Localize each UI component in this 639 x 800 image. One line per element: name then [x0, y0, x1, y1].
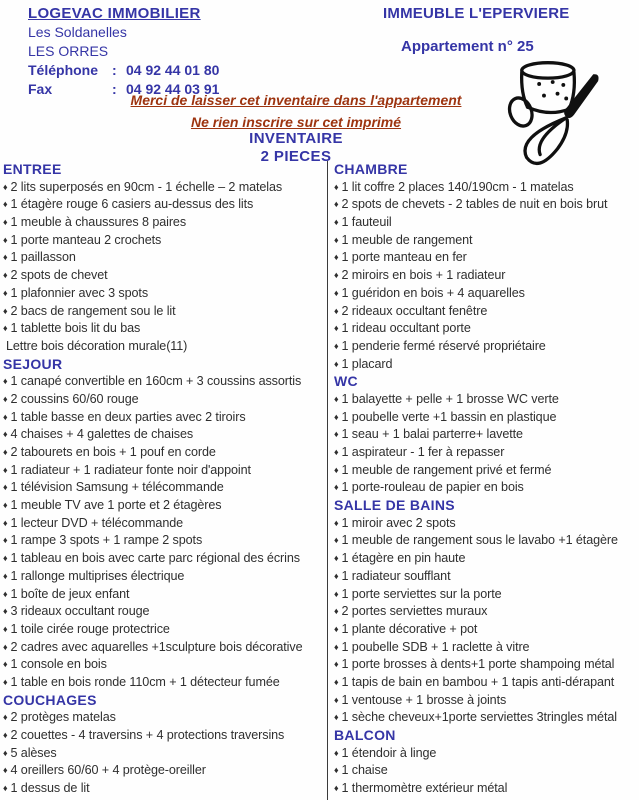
diamond-bullet-icon: ♦	[3, 676, 8, 687]
inventory-item	[334, 320, 639, 338]
inventory-item	[3, 639, 327, 657]
inventory-item	[3, 232, 327, 250]
inventory-item	[334, 214, 639, 232]
diamond-bullet-icon: ♦	[334, 358, 339, 369]
diamond-bullet-icon: ♦	[3, 553, 8, 564]
item-text: 1 radiateur soufflant	[341, 568, 451, 583]
item-text: 1 penderie fermé réservé propriétaire	[341, 338, 546, 353]
item-text: 1 ventouse + 1 brosse à joints	[341, 692, 507, 707]
column-right	[328, 161, 639, 800]
inventory-item	[3, 762, 327, 780]
item-text: 1 table basse en deux parties avec 2 tiroirs	[10, 409, 246, 424]
item-text: 1 lit coffre 2 places 140/190cm - 1 matelas	[341, 179, 574, 194]
phone-line	[28, 61, 219, 80]
diamond-bullet-icon: ♦	[334, 783, 339, 794]
diamond-bullet-icon: ♦	[334, 464, 339, 475]
diamond-bullet-icon: ♦	[3, 482, 8, 493]
column-left	[0, 161, 328, 800]
item-text: 1 tapis de bain en bambou + 1 tapis anti-dérapant	[341, 674, 615, 689]
item-text: 2 couettes - 4 traversins + 4 protections traversins	[10, 728, 285, 742]
inventory-item	[3, 709, 327, 727]
item-text: 2 rideaux occultant fenêtre	[341, 303, 488, 318]
diamond-bullet-icon: ♦	[334, 535, 339, 546]
diamond-bullet-icon: ♦	[334, 623, 339, 634]
diamond-bullet-icon: ♦	[334, 305, 339, 316]
inventory-item	[334, 196, 639, 214]
item-text: 1 porte serviettes sur la porte	[341, 586, 502, 601]
diamond-bullet-icon: ♦	[334, 217, 339, 228]
diamond-bullet-icon: ♦	[3, 305, 8, 316]
diamond-bullet-icon: ♦	[334, 482, 339, 493]
diamond-bullet-icon: ♦	[3, 217, 8, 228]
item-text: 2 miroirs en bois + 1 radiateur	[341, 268, 506, 283]
section-header: ENTREE	[3, 161, 62, 177]
diamond-bullet-icon: ♦	[3, 181, 8, 192]
diamond-bullet-icon: ♦	[3, 730, 8, 740]
item-text: 2 coussins 60/60 rouge	[10, 391, 139, 406]
building-header	[383, 4, 569, 55]
inventory-item	[334, 426, 639, 444]
inventory-item	[3, 285, 327, 303]
item-text: 1 meuble de rangement sous le lavabo +1 étagère	[341, 533, 618, 548]
notice-line-2: Ne rien inscrire sur cet imprimé	[190, 114, 402, 130]
diamond-bullet-icon: ♦	[3, 765, 8, 776]
item-text: 1 porte manteau en fer	[341, 250, 467, 265]
diamond-bullet-icon: ♦	[3, 376, 8, 387]
diamond-bullet-icon: ♦	[3, 606, 8, 617]
diamond-bullet-icon: ♦	[334, 429, 339, 440]
diamond-bullet-icon: ♦	[3, 712, 8, 723]
item-text: 1 fauteuil	[341, 215, 392, 230]
item-text: 1 sèche cheveux+1porte serviettes 3tringles métal	[341, 710, 617, 725]
inventory-item	[3, 603, 327, 621]
diamond-bullet-icon: ♦	[3, 623, 8, 634]
building-name: IMMEUBLE L'EPERVIERE	[383, 5, 570, 22]
inventory-item	[334, 391, 639, 409]
inventory-item	[3, 674, 327, 692]
inventory-item	[334, 249, 639, 267]
item-text: 5 alèses	[10, 745, 57, 760]
item-text: 1 rideau occultant porte	[341, 321, 471, 336]
diamond-bullet-icon: ♦	[334, 181, 339, 192]
phone-number: 04 92 44 01 80	[126, 62, 220, 78]
diamond-bullet-icon: ♦	[334, 765, 339, 776]
diamond-bullet-icon: ♦	[334, 712, 339, 723]
diamond-bullet-icon: ♦	[334, 517, 339, 528]
item-text: 1 lecteur DVD + télécommande	[10, 515, 184, 530]
diamond-bullet-icon: ♦	[334, 641, 339, 652]
item-text: 1 tablette bois lit du bas	[10, 321, 141, 336]
agency-address-line2: LES ORRES	[28, 43, 109, 59]
document-subtitle: 2 PIECES	[260, 148, 332, 165]
diamond-bullet-icon: ♦	[334, 447, 339, 457]
diamond-bullet-icon: ♦	[3, 659, 8, 670]
inventory-item	[334, 285, 639, 303]
diamond-bullet-icon: ♦	[3, 464, 8, 475]
item-text: 1 meuble de rangement	[341, 232, 473, 247]
inventory-item	[3, 745, 327, 763]
item-text: 1 seau + 1 balai parterre+ lavette	[341, 427, 523, 442]
inventory-item	[334, 745, 639, 763]
inventory-item	[334, 515, 639, 533]
inventory-item	[334, 356, 639, 374]
diamond-bullet-icon: ♦	[3, 393, 8, 404]
inventory-item	[3, 621, 327, 639]
item-text: 1 toile cirée rouge protectrice	[10, 621, 170, 636]
inventory-item	[334, 267, 639, 285]
item-text: 1 canapé convertible en 160cm + 3 coussins assortis	[10, 374, 302, 389]
item-text: 3 rideaux occultant rouge	[10, 604, 150, 619]
item-text: 1 poubelle SDB + 1 raclette à vitre	[341, 639, 530, 654]
section-header: SEJOUR	[3, 355, 63, 372]
section-header: BALCON	[334, 727, 396, 743]
inventory-item	[334, 550, 639, 568]
diamond-bullet-icon: ♦	[334, 606, 339, 617]
item-text: 1 plante décorative + pot	[341, 621, 478, 636]
diamond-bullet-icon: ♦	[334, 199, 339, 210]
inventory-item	[3, 179, 327, 197]
inventory-item	[3, 550, 327, 568]
inventory-item	[334, 409, 639, 427]
diamond-bullet-icon: ♦	[334, 553, 339, 564]
diamond-bullet-icon: ♦	[334, 234, 339, 245]
diamond-bullet-icon: ♦	[3, 411, 8, 422]
inventory-item	[334, 780, 639, 798]
inventory-item	[334, 674, 639, 692]
fax-label: Fax	[28, 81, 53, 97]
item-text: 1 miroir avec 2 spots	[341, 515, 456, 530]
inventory-item	[3, 479, 327, 497]
item-text: 2 portes serviettes muraux	[341, 604, 488, 619]
phone-colon: :	[112, 62, 117, 78]
section-header: COUCHAGES	[3, 691, 97, 708]
inventory-item	[334, 656, 639, 674]
inventory-item	[3, 303, 327, 321]
item-text: 1 radiateur + 1 radiateur fonte noir d'appoint	[10, 462, 251, 477]
agency-name: LOGEVAC IMMOBILIER	[28, 5, 201, 22]
inventory-item	[334, 462, 639, 480]
inventory-item	[334, 444, 639, 462]
diamond-bullet-icon: ♦	[334, 340, 339, 351]
inventory-item	[3, 532, 327, 550]
item-text: 1 étendoir à linge	[341, 745, 437, 760]
item-text: 1 meuble de rangement privé et fermé	[341, 462, 552, 477]
section-header: CHAMBRE	[334, 161, 408, 177]
diamond-bullet-icon: ♦	[334, 588, 339, 599]
agency-header	[28, 4, 219, 99]
item-text: 4 oreillers 60/60 + 4 protège-oreiller	[10, 763, 206, 778]
notice-line-1: Merci de laisser cet inventaire dans l'appartement	[130, 92, 462, 108]
diamond-bullet-icon: ♦	[334, 694, 339, 705]
inventory-item	[334, 179, 639, 197]
diamond-bullet-icon: ♦	[334, 270, 339, 281]
inventory-item	[3, 780, 327, 798]
item-text: 1 plafonnier avec 3 spots	[10, 285, 149, 300]
diamond-bullet-icon: ♦	[334, 570, 339, 581]
diamond-bullet-icon: ♦	[3, 500, 8, 511]
item-text: 1 meuble TV ave 1 porte et 2 étagères	[10, 498, 222, 513]
inventory-item	[3, 338, 327, 356]
inventory-item	[3, 568, 327, 586]
diamond-bullet-icon: ♦	[334, 747, 339, 758]
agency-address-line1: Les Soldanelles	[28, 24, 127, 40]
inventory-columns	[0, 161, 639, 800]
diamond-bullet-icon: ♦	[334, 411, 339, 422]
diamond-bullet-icon: ♦	[3, 641, 8, 652]
item-text: 1 étagère en pin haute	[341, 551, 466, 566]
inventory-item	[3, 515, 327, 533]
diamond-bullet-icon: ♦	[3, 199, 8, 210]
inventory-item	[3, 214, 327, 232]
item-text: 1 boîte de jeux enfant	[10, 586, 130, 601]
diamond-bullet-icon: ♦	[334, 676, 339, 687]
item-text: 1 console en bois	[10, 657, 107, 672]
inventory-item	[334, 532, 639, 550]
inventory-item	[3, 444, 327, 462]
item-text: 4 chaises + 4 galettes de chaises	[10, 427, 194, 442]
diamond-bullet-icon: ♦	[3, 588, 8, 599]
item-text: 1 porte brosses à dents+1 porte shampoing métal	[341, 657, 615, 672]
diamond-bullet-icon: ♦	[3, 570, 8, 581]
item-text: 1 aspirateur - 1 fer à repasser	[341, 445, 505, 459]
inventory-item	[3, 373, 327, 391]
document-title: INVENTAIRE	[249, 130, 343, 147]
item-text: 1 rampe 3 spots + 1 rampe 2 spots	[10, 533, 203, 548]
inventory-item	[3, 391, 327, 409]
item-text: 2 bacs de rangement sou le lit	[10, 303, 176, 318]
apartment-number: Appartement n° 25	[401, 38, 534, 55]
inventory-item	[3, 409, 327, 427]
item-text: 1 placard	[341, 356, 393, 371]
diamond-bullet-icon: ♦	[3, 429, 8, 440]
item-text: 2 tabourets en bois + 1 pouf en corde	[10, 445, 216, 459]
diamond-bullet-icon: ♦	[334, 323, 339, 334]
inventory-item	[3, 249, 327, 267]
inventory-item	[334, 621, 639, 639]
item-text: 1 tableau en bois avec carte parc régional des écrins	[10, 551, 300, 566]
inventory-item	[334, 568, 639, 586]
diamond-bullet-icon: ♦	[3, 234, 8, 245]
diamond-bullet-icon: ♦	[334, 287, 339, 298]
inventory-item	[334, 639, 639, 657]
diamond-bullet-icon: ♦	[3, 447, 8, 457]
fax-number: 04 92 44 03 91	[126, 81, 220, 97]
inventory-item	[334, 303, 639, 321]
inventory-item	[3, 196, 327, 214]
inventory-item	[3, 586, 327, 604]
item-text: 1 rallonge multiprises électrique	[10, 568, 185, 583]
diamond-bullet-icon: ♦	[334, 252, 339, 263]
item-text: 1 guéridon en bois + 4 aquarelles	[341, 285, 525, 300]
item-text: 2 lits superposés en 90cm - 1 échelle – 2 matelas	[10, 179, 283, 194]
inventory-item	[3, 320, 327, 338]
diamond-bullet-icon: ♦	[334, 659, 339, 670]
item-text: 1 porte-rouleau de papier en bois	[341, 480, 524, 495]
diamond-bullet-icon: ♦	[3, 287, 8, 298]
inventory-item	[3, 656, 327, 674]
item-text: 1 dessus de lit	[10, 781, 90, 796]
inventory-item	[3, 462, 327, 480]
item-text: 1 balayette + pelle + 1 brosse WC verte	[341, 391, 559, 406]
item-text: Lettre bois décoration murale(11)	[6, 338, 188, 353]
inventory-item	[334, 762, 639, 780]
inventory-item	[334, 692, 639, 710]
diamond-bullet-icon: ♦	[3, 783, 8, 794]
item-text: 1 porte manteau 2 crochets	[10, 232, 162, 247]
item-text: 2 spots de chevet	[10, 268, 108, 283]
inventory-item	[3, 727, 327, 745]
inventory-item	[334, 338, 639, 356]
section-header: WC	[334, 373, 358, 390]
inventory-item	[334, 709, 639, 727]
item-text: 1 télévision Samsung + télécommande	[10, 480, 224, 495]
diamond-bullet-icon: ♦	[3, 270, 8, 281]
item-text: 1 paillasson	[10, 250, 76, 265]
inventory-item	[3, 426, 327, 444]
diamond-bullet-icon: ♦	[3, 747, 8, 758]
section-header: SALLE DE BAINS	[334, 497, 455, 514]
fax-colon: :	[112, 81, 117, 97]
item-text: 1 étagère rouge 6 casiers au-dessus des lits	[10, 197, 254, 212]
item-text: 1 poubelle verte +1 bassin en plastique	[341, 409, 557, 424]
item-text: 2 protèges matelas	[10, 710, 116, 725]
item-text: 1 chaise	[341, 763, 388, 778]
diamond-bullet-icon: ♦	[3, 535, 8, 546]
item-text: 1 table en bois ronde 110cm + 1 détecteur fumée	[10, 674, 280, 689]
inventory-item	[334, 586, 639, 604]
inventory-item	[334, 479, 639, 497]
item-text: 1 thermomètre extérieur métal	[341, 781, 508, 796]
diamond-bullet-icon: ♦	[3, 323, 8, 334]
item-text: 2 spots de chevets - 2 tables de nuit en bois brut	[341, 197, 608, 212]
diamond-bullet-icon: ♦	[3, 252, 8, 263]
inventory-item	[334, 603, 639, 621]
item-text: 1 meuble à chaussures 8 paires	[10, 215, 187, 230]
inventory-item	[3, 267, 327, 285]
inventory-item	[334, 232, 639, 250]
phone-label: Téléphone	[28, 62, 99, 78]
diamond-bullet-icon: ♦	[334, 393, 339, 404]
diamond-bullet-icon: ♦	[3, 517, 8, 528]
item-text: 2 cadres avec aquarelles +1sculpture bois décorative	[10, 639, 303, 654]
inventory-item	[3, 497, 327, 515]
